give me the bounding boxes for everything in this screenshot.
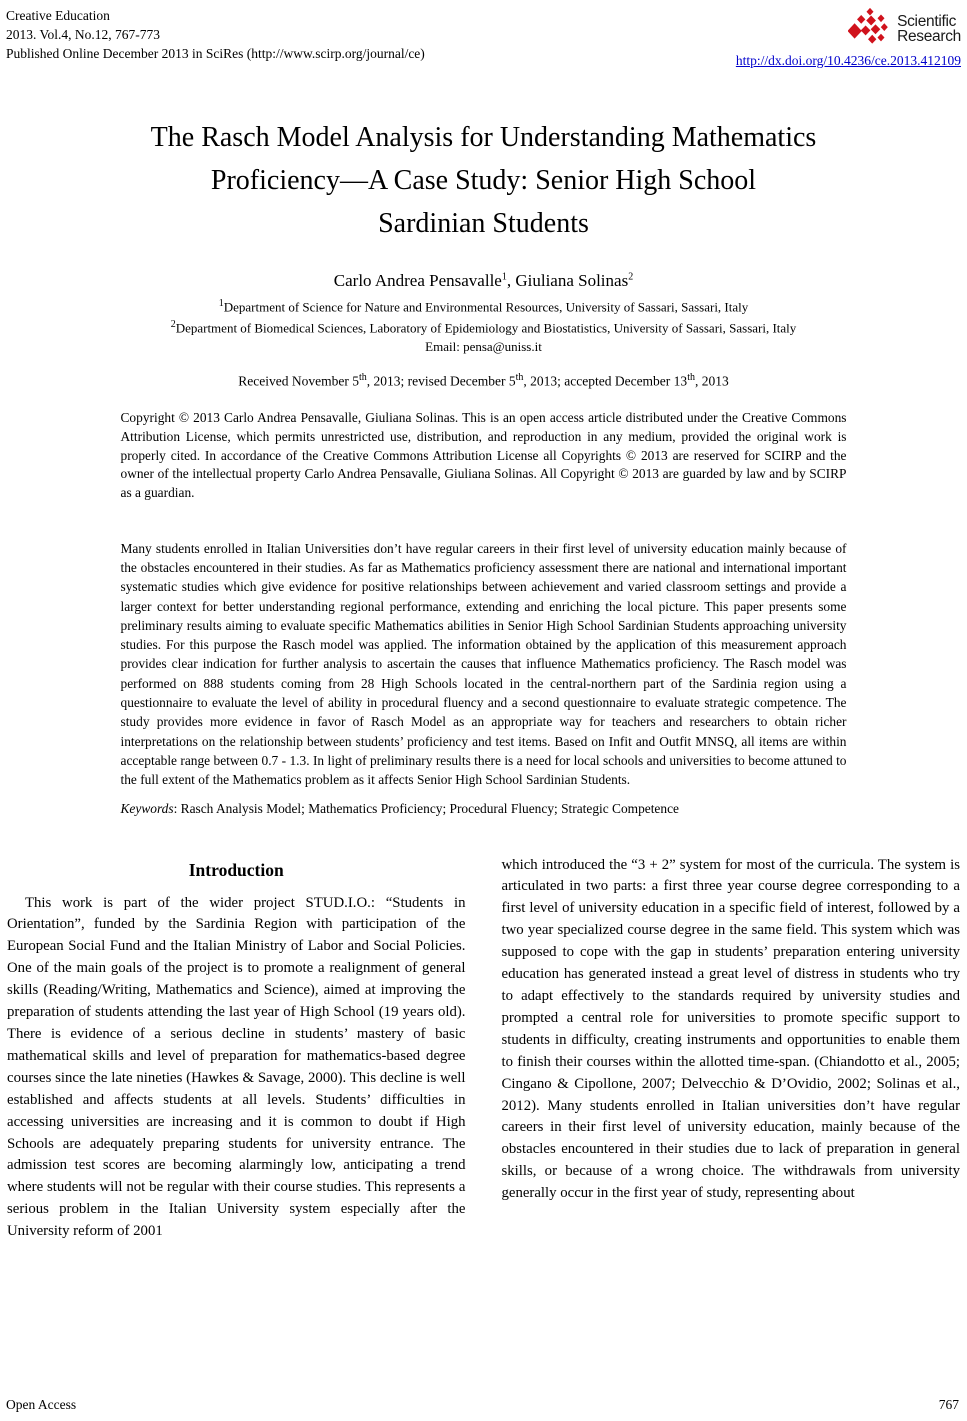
left-column [7,855,466,1244]
introduction-paragraph-right: which introduced the “3 + 2” system for most of the curricula. The system is articulated in two parts: a first three year course degree corresponding to a first level of university education in a specific field of interest, followed by a two year specialized course degree in the same field. This system which was supposed to cope with the gap in students’ preparation entering university education has generated instead a great level of distress in students who try to adapt effectively to the standards required by university studies and prompted a central role for universities to promote specific support to students in difficulty, creating instruments and opportunities to enable them to finish their courses within the allotted time-span. (Chiandotto et al., 2005; Cingano & Cipollone, 2007; Delvecchio & D’Ovidio, 2002; Solinas et al., 2012). Many students enrolled in Italian universities don’t have regular careers in their first level of university education, mainly because of the obstacles encountered in their studies due to lack of preparation in general skills, or because of a wrong choice. The withdrawals from university generally occur in the first year of study, representing about [501,856,960,1202]
doi-link[interactable]: http://dx.doi.org/10.4236/ce.2013.412109 [735,53,961,68]
affiliation-2-mark: 2 [170,319,176,331]
authors-line [6,271,961,291]
affiliation-1-text: Department of Science for Nature and Environmental Resources, University of Sassari, Sassari, Italy [223,299,749,315]
publisher-block [736,6,961,70]
dates-superscript: th [358,371,367,383]
affiliations [104,295,864,356]
dates-part: Received November 5 [238,373,359,389]
author-2-affiliation-mark: 2 [628,271,634,283]
page-footer [6,1397,959,1413]
introduction-paragraph-left: This work is part of the wider project STUD.I.O.: “Students in Orientation”, funded by the Sardinia Region with participation of the European Social Fund and the Italian Ministry of Labor and Social Policies. One of the main goals of the project is to promote a realignment of general skills (Reading/Writing, Mathematics and Science), aimed at improving the preparation of students attending the last year of High School (19 years old). There is evidence of a serious decline in students’ mastery of basic mathematical skills and level of preparation for mathematics-based degree courses since the late nineties (Hawkes & Savage, 2000). This decline is well established and affects students at all levels. Students’ difficulties in accessing universities are increasing and it is common to doubt if High Schools are adequately preparing students for university entrance. The admission test scores are becoming alarmingly low, anticipating a trend where students will not be regular with their course studies. This represents a serious problem in the Italian University system especially after the University reform of 2001 [7,894,466,1240]
affiliation-2 [104,316,864,337]
abstract-text: Many students enrolled in Italian Universities don’t have regular careers in their first level of university education mainly because of the obstacles encountered in their studies. As far as Mathematics proficiency assessment there are national and international important systematic studies which give evidence for positive relationships between achievement and varied classroom settings and provide a larger context for better understanding regional performance, extending and enriching the local picture. This paper presents some preliminary results aiming to evaluate specific Mathematics abilities in Senior High School Sardinian Students approaching university studies. For this purpose the Rasch model was applied. The information obtained by the application of this measurement approach provides clear indication for further analysis to ascertain the causes that influence Mathematics proficiency. The Rasch model was performed on 888 students coming from 28 High Schools located in the central-northern part of the Sardinia region using a questionnaire to evaluate the level of ability in procedural fluency and a second questionnaire to evaluate strategic competence. The study provides more evidence in favor of Rasch Model as an appropriate way for teachers and researchers to obtain richer interpretations on the relationship between students’ proficiency and test items. Based on Infit and Outfit MNSQ, all items are within acceptable range between 0.7 - 1.3. In light of preliminary results there is a need for local schools and universities to become attuned to the full extent of the Mathematics problem as it affects Senior High School Sardinian Students. [120,540,847,788]
email-line: Email: pensa@uniss.it [425,338,542,354]
article-title-line2: Proficiency—A Case Study: Senior High School [210,165,757,196]
article-title-line3: Sardinian Students [378,208,589,239]
affiliation-2-text: Department of Biomedical Sciences, Laboratory of Epidemiology and Biostatistics, University of Sassari, Sassari, Italy [175,320,797,336]
journal-name: Creative Education [6,8,110,23]
page-header [6,6,961,70]
author-separator: , [506,271,516,290]
scientific-research-logo-icon [848,6,892,51]
journal-issue: 2013. Vol.4, No.12, 767-773 [6,27,161,42]
publisher-name [897,14,961,44]
dates-part: , 2013; accepted December 13 [523,373,688,389]
right-column [502,855,961,1244]
affiliation-1 [104,295,864,316]
introduction-heading: Introduction [188,859,284,880]
article-title [6,116,961,245]
keywords-line [121,801,847,817]
published-line: Published Online December 2013 in SciRes (http://www.scirp.org/journal/ce) [6,46,425,61]
affiliation-1-mark: 1 [218,298,224,309]
page-number: 767 [938,1397,959,1412]
author-1: Carlo Andrea Pensavalle [333,271,502,290]
publisher-name-line2: Research [897,27,961,45]
copyright-notice: Copyright © 2013 Carlo Andrea Pensavalle, Giuliana Solinas. This is an open access article distributed under the Creative Commons Attribution License, which permits unrestricted use, distribution, and reproduction in any medium, provided the original work is properly cited. In accordance of the Creative Commons Attribution License all Copyrights © 2013 are reserved for SCIRP and the owner of the intellectual property Carlo Andrea Pensavalle, Giuliana Solinas. All Copyright © 2013 are guarded by law and by SCIRP as a guardian. [120,410,847,500]
article-body [6,855,961,1244]
keywords-label: Keywords [120,800,174,816]
author-2: Giuliana Solinas [515,271,629,290]
dates-superscript: th [687,371,695,383]
author-1-affiliation-mark: 1 [501,271,507,283]
keywords-list: : Rasch Analysis Model; Mathematics Proficiency; Procedural Fluency; Strategic Competence [173,800,679,816]
dates-part: , 2013 [694,373,729,389]
publisher-logo [736,6,961,51]
article-title-line1: The Rasch Model Analysis for Understanding Mathematics [150,122,817,153]
publisher-name-line1: Scientific [897,12,957,30]
article-dates [6,372,961,390]
open-access-label: Open Access [6,1397,77,1412]
journal-info [6,6,425,63]
dates-part: , 2013; revised December 5 [366,373,516,389]
dates-superscript: th [515,371,524,383]
